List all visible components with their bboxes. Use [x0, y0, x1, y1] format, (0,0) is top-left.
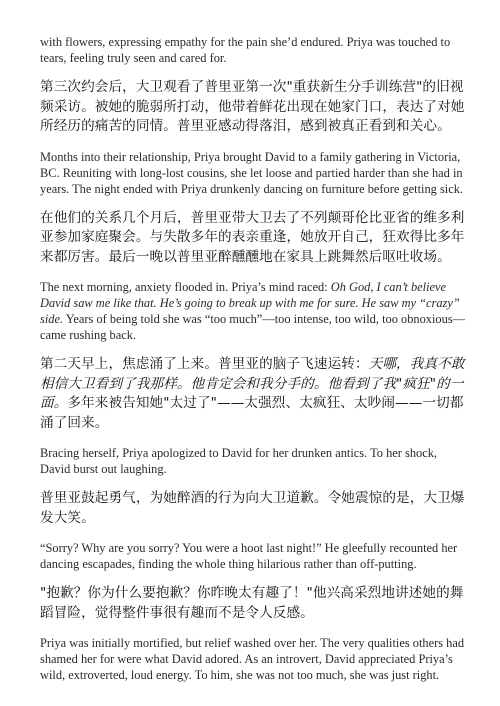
paragraph-english [40, 149, 468, 197]
italic-thought-text: Oh God, I can’t believe David saw me like that. He’s going to break up with me for sure. He saw my “crazy” side. [40, 280, 460, 326]
text-segment: "抱歉？你为什么要抱歉？你昨晚太有趣了！"他兴高采烈地讲述她的舞蹈冒险，觉得整件事很有趣而不是令人反感。 [40, 585, 464, 621]
italic-thought-text: 天哪，我真不敢相信大卫看到了我那样。他肯定会和我分手的。他看到了我"疯狂"的一面。 [40, 356, 465, 411]
paragraph-chinese [40, 78, 468, 137]
text-segment: 普里亚鼓起勇气，为她醉酒的行为向大卫道歉。令她震惊的是，大卫爆发大笑。 [40, 490, 465, 526]
paragraph-english [40, 445, 468, 477]
paragraph-chinese [40, 489, 468, 528]
text-segment: “Sorry? Why are you sorry? You were a hoot last night!” He gleefully recounted her dancing escapades, finding the whole thing hilarious rather than off-putting. [40, 541, 458, 571]
paragraph-chinese [40, 209, 468, 268]
paragraph-english [40, 34, 468, 66]
text-segment: 第三次约会后，大卫观看了普里亚第一次"重获新生分手训练营"的旧视频采访。被她的脆弱所打动，他带着鲜花出现在她家门口，表达了对她所经历的痛苦的同情。普里亚感动得落泪，感到被真正看到和关心。 [40, 79, 465, 134]
text-segment: The next morning, anxiety flooded in. Priya’s mind raced: [40, 280, 331, 294]
text-segment: Priya was initially mortified, but relief washed over her. The very qualities others had shamed her for were what David adored. As an introvert, David appreciated Priya’s wild, extroverted, loud energy. To him, she was not too much, she was just right. [40, 636, 465, 682]
paragraph-english [40, 635, 468, 683]
text-segment: Bracing herself, Priya apologized to David for her drunken antics. To her shock, David burst out laughing. [40, 446, 438, 476]
paragraph-chinese [40, 584, 468, 623]
text-segment: with flowers, expressing empathy for the pain she’d endured. Priya was touched to tears, feeling truly seen and cared for. [40, 35, 451, 65]
text-segment: 第二天早上，焦虑涌了上来。普里亚的脑子飞速运转： [40, 356, 369, 372]
text-segment: Months into their relationship, Priya brought David to a family gathering in Victoria, BC. Reuniting with long-lost cousins, she let loose and partied harder than she had in years. The night ended with Priya drunkenly dancing on furniture before getting sick. [40, 149, 464, 196]
text-segment: 在他们的关系几个月后，普里亚带大卫去了不列颠哥伦比亚省的维多利亚参加家庭聚会。与失散多年的表亲重逢，她放开自己，狂欢得比多年来都厉害。最后一晚以普里亚醉醺醺地在家具上跳舞然后呕吐收场。 [40, 209, 465, 265]
text-segment: Years of being told she was “too much”—too intense, too wild, too obnoxious—came rushing back. [40, 312, 466, 342]
paragraph-english [40, 540, 468, 572]
paragraph-english [40, 279, 468, 343]
document-page [40, 34, 468, 695]
paragraph-chinese [40, 355, 468, 433]
text-segment: 多年来被告知她"太过了"——太强烈、太疯狂、太吵闹——一切都涌了回来。 [40, 395, 464, 431]
